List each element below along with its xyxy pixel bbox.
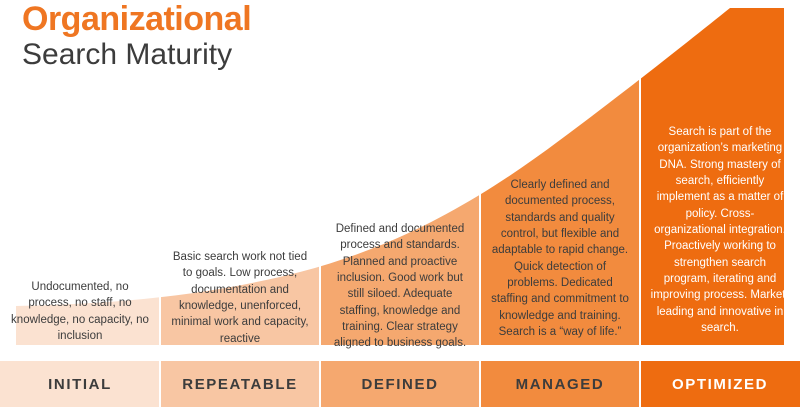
stage-description-repeatable: Basic search work not tied to goals. Low process, documentation and knowledge, unenforced, minimal work and capacity, reactive xyxy=(171,251,309,345)
column-separator xyxy=(319,0,321,407)
stage-description-defined: Defined and documented process and standards. Planned and proactive inclusion. Good work but still siloed. Adequate staffing, knowledge and training. Clear strategy aligned to business goals. xyxy=(333,223,467,350)
stage-label-defined: DEFINED xyxy=(320,361,480,407)
stage-label-repeatable: REPEATABLE xyxy=(160,361,320,407)
stage-label-initial: INITIAL xyxy=(0,361,160,407)
stage-column-managed xyxy=(480,0,640,407)
stage-description-managed: Clearly defined and documented process, standards and quality control, but flexible and adaptable to rapid change. Quick detection of problems. Dedicated staffing and commitment to knowledge and training. Search is a “way of life.” xyxy=(491,179,629,338)
column-separator xyxy=(479,0,481,407)
page-title: Organizational xyxy=(22,0,252,38)
column-separator xyxy=(639,0,641,407)
stage-column-defined xyxy=(320,0,480,407)
title-block xyxy=(22,2,251,72)
stage-description-initial: Undocumented, no process, no staff, no knowledge, no capacity, no inclusion xyxy=(11,281,149,342)
stage-label-optimized: OPTIMIZED xyxy=(640,361,800,407)
stage-column-optimized xyxy=(640,0,800,407)
stage-description-optimized: Search is part of the organization’s marketing DNA. Strong mastery of search, efficiently implement as a matter of policy. Cross-organizational integration. Proactively working to strengthen search program, iterating and improving process. Market-leading and innovative in search. xyxy=(650,126,790,334)
page-subtitle: Search Maturity xyxy=(22,37,233,71)
stage-label-managed: MANAGED xyxy=(480,361,640,407)
